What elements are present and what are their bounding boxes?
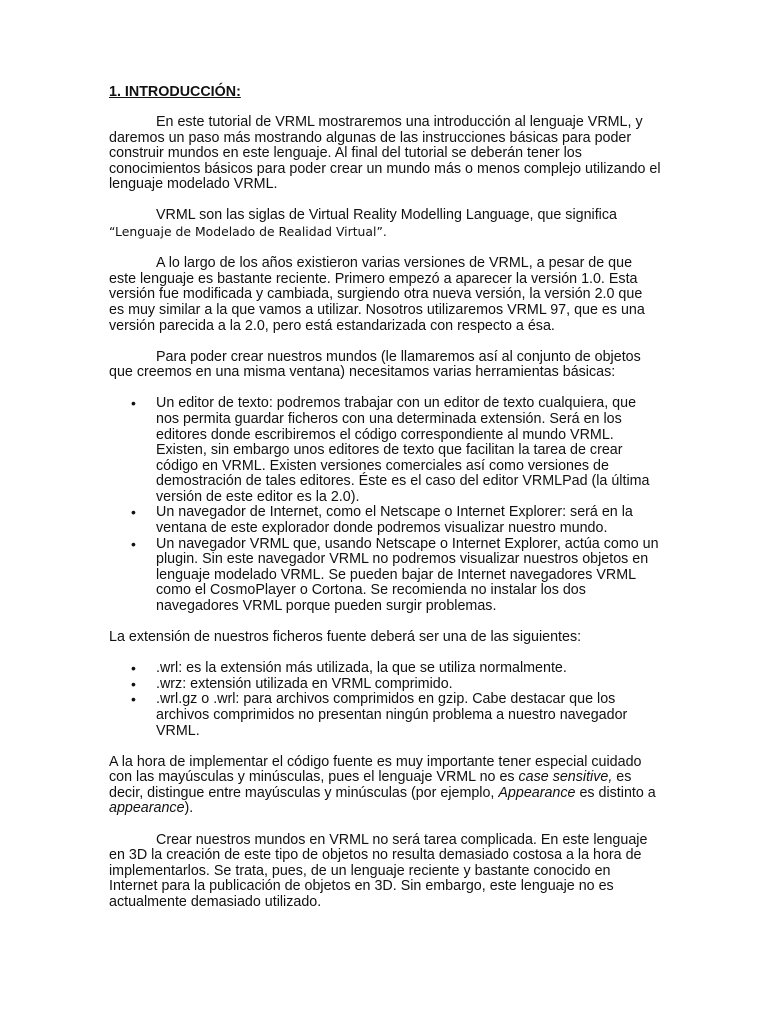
vrml-definition-translation: “Lenguaje de Modelado de Realidad Virtual”. [109, 224, 387, 240]
list-item: • Un editor de texto: podremos trabajar con un editor de texto cualquiera, que nos permita guardar ficheros con una determinada extensión. Será en los editores donde escribiremos el código correspondiente al mundo VRML. Existen, sin embargo unos editores de texto que facilitan la tarea de crear código en VRML. Existen versiones comerciales así como versiones de demostración de tales editores. Éste es el caso del editor VRMLPad (la última versión de este editor es la 2.0). [109, 396, 661, 505]
case-sensitive-term: case sensitive, [518, 769, 613, 786]
appearance-lowercase-term: appearance [109, 800, 185, 817]
case-text-2: es decir, distingue entre mayúsculas y minúsculas (por ejemplo, [109, 769, 632, 801]
paragraph-case-sensitivity [109, 755, 661, 817]
paragraph-extensions-intro: La extensión de nuestros ficheros fuente deberá ser una de las siguientes: [109, 629, 582, 646]
paragraph-intro: En este tutorial de VRML mostraremos una introducción al lenguaje VRML, y daremos un paso más mostrando algunas de las instrucciones básicas para poder construir mundos en este lenguaje. Al final del tutorial se deberán tener los conocimientos básicos para poder crear un mundo más o menos complejo utilizando el lenguaje modelado VRML. [109, 114, 661, 193]
document-body [109, 84, 661, 926]
case-text-4: ). [184, 800, 194, 817]
vrml-definition-text: VRML son las siglas de Virtual Reality Modelling Language, que significa [156, 207, 617, 224]
list-item: • .wrl.gz o .wrl: para archivos comprimidos en gzip. Cabe destacar que los archivos comprimidos no presentan ningún problema a nuestro navegador VRML. [109, 692, 661, 739]
tools-list [109, 396, 661, 614]
list-item: • .wrz: extensión utilizada en VRML comprimido. [109, 677, 661, 693]
extensions-list [109, 661, 661, 739]
paragraph-versions: A lo largo de los años existieron varias versiones de VRML, a pesar de que este lenguaje es bastante reciente. Primero empezó a aparecer la versión 1.0. Esta versión fue modificada y cambiada, surgiendo otra nueva versión, la versión 2.0 que es muy similar a la que vamos a utilizar. Nosotros utilizaremos VRML 97, que es una versión parecida a la 2.0, pero está estandarizada con respecto a ésa. [109, 255, 645, 334]
paragraph-conclusion: Crear nuestros mundos en VRML no será tarea complicada. En este lenguaje en 3D la creación de este tipo de objetos no resulta demasiado costosa a la hora de implementarlos. Se trata, pues, de un lenguaje reciente y bastante conocido en Internet para la publicación de objetos en 3D. Sin embargo, este lenguaje no es actualmente demasiado utilizado. [109, 831, 648, 910]
paragraph-tools-intro: Para poder crear nuestros mundos (le llamaremos así al conjunto de objetos que creemos en una misma ventana) necesitamos varias herramientas básicas: [109, 348, 641, 381]
case-text-1: A la hora de implementar el código fuente es muy importante tener especial cuidado con las mayúsculas y minúsculas, pues el lenguaje VRML no es [109, 753, 642, 786]
list-item: • Un navegador VRML que, usando Netscape o Internet Explorer, actúa como un plugin. Sin este navegador VRML no podremos visualizar nuestros objetos en lenguaje modelado VRML. Se pueden bajar de Internet navegadores VRML como el CosmoPlayer o Cortona. Se recomienda no instalar los dos navegadores VRML porque pueden surgir problemas. [109, 537, 661, 615]
section-heading: 1. INTRODUCCIÓN: [109, 84, 241, 100]
list-item: • .wrl: es la extensión más utilizada, la que se utiliza normalmente. [109, 661, 661, 677]
case-text-3: es distinto a [575, 784, 656, 801]
list-item: • Un navegador de Internet, como el Netscape o Internet Explorer: será en la ventana de este explorador donde podremos visualizar nuestro mundo. [109, 505, 661, 536]
paragraph-vrml-definition [109, 208, 661, 240]
appearance-term: Appearance [498, 784, 576, 801]
